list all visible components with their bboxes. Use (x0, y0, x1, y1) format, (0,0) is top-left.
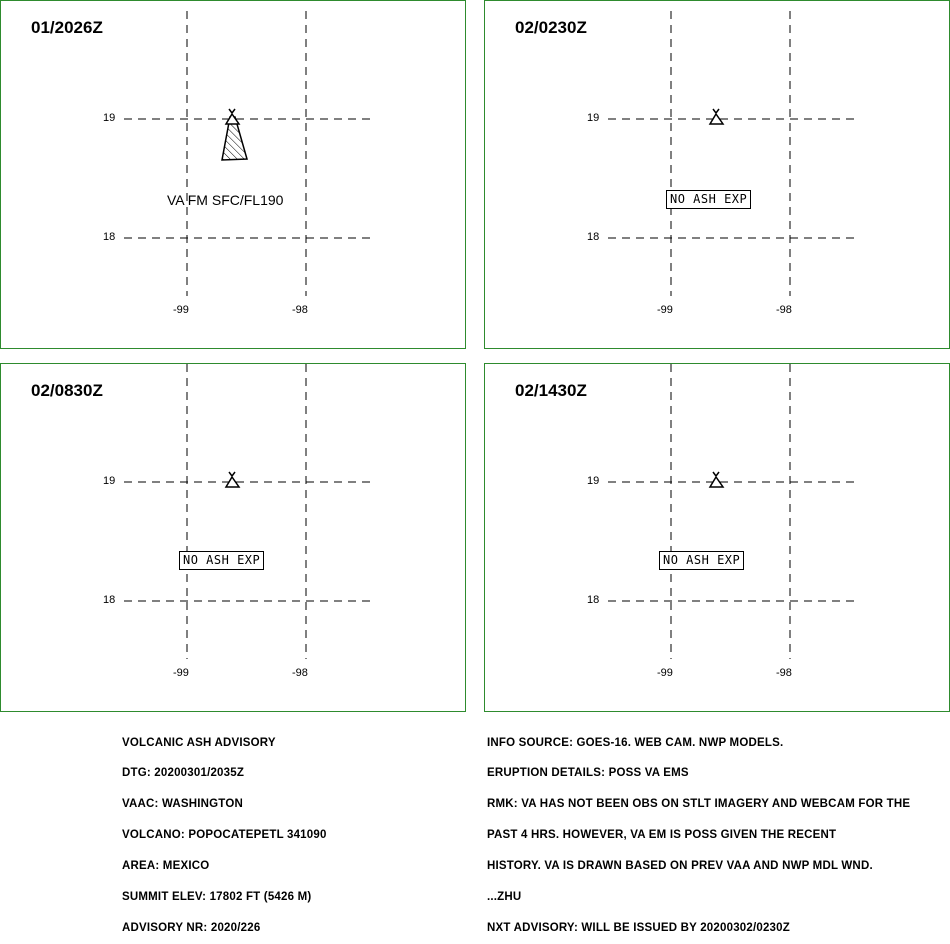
lon-label-98: -98 (776, 667, 792, 679)
lat-label-19: 19 (587, 475, 600, 487)
advisory-line: ...ZHU (487, 891, 522, 904)
lon-label-99: -99 (173, 667, 189, 679)
advisory-line: AREA: MEXICO (122, 860, 210, 873)
advisory-line: INFO SOURCE: GOES-16. WEB CAM. NWP MODELS. (487, 736, 784, 749)
lon-label-99: -99 (657, 667, 673, 679)
advisory-line: HISTORY. VA IS DRAWN BASED ON PREV VAA AND NWP MDL WND. (487, 860, 873, 873)
lon-label-99: -99 (173, 304, 189, 316)
no-ash-box: NO ASH EXP (666, 190, 751, 209)
advisory-line: PAST 4 HRS. HOWEVER, VA EM IS POSS GIVEN THE RECENT (487, 829, 837, 842)
lon-label-98: -98 (776, 304, 792, 316)
grid-svg-1 (1, 1, 467, 350)
panel-time: 01/2026Z (31, 18, 103, 37)
panel-time: 02/0830Z (31, 381, 103, 400)
grid-svg-4 (485, 364, 950, 713)
map-panel-3 (0, 363, 466, 712)
volcano-icon (710, 109, 723, 124)
lat-label-18: 18 (587, 231, 600, 243)
advisory-line: VOLCANIC ASH ADVISORY (122, 736, 276, 749)
lon-label-98: -98 (292, 667, 308, 679)
volcano-icon (226, 109, 239, 124)
lat-label-19: 19 (103, 112, 116, 124)
advisory-line: VOLCANO: POPOCATEPETL 341090 (122, 829, 327, 842)
advisory-remarks-block (487, 717, 910, 944)
lat-label-19: 19 (587, 112, 600, 124)
panel-time: 02/1430Z (515, 381, 587, 400)
advisory-header-block (122, 717, 327, 944)
advisory-line: RMK: VA HAS NOT BEEN OBS ON STLT IMAGERY AND WEBCAM FOR THE (487, 798, 911, 811)
panel-time: 02/0230Z (515, 18, 587, 37)
advisory-line: ADVISORY NR: 2020/226 (122, 921, 261, 934)
no-ash-box: NO ASH EXP (179, 551, 264, 570)
lat-label-19: 19 (103, 475, 116, 487)
no-ash-box: NO ASH EXP (659, 551, 744, 570)
advisory-line: ERUPTION DETAILS: POSS VA EMS (487, 767, 689, 780)
advisory-line: SUMMIT ELEV: 17802 FT (5426 M) (122, 891, 312, 904)
ash-height-label: VA FM SFC/FL190 (167, 192, 284, 208)
map-panel-1 (0, 0, 466, 349)
volcano-icon (710, 472, 723, 487)
lat-label-18: 18 (587, 594, 600, 606)
lat-label-18: 18 (103, 231, 116, 243)
map-panel-4 (484, 363, 950, 712)
advisory-line: VAAC: WASHINGTON (122, 798, 243, 811)
advisory-line: DTG: 20200301/2035Z (122, 767, 245, 780)
advisory-line: NXT ADVISORY: WILL BE ISSUED BY 20200302/0230Z (487, 921, 790, 934)
map-panel-2 (484, 0, 950, 349)
lon-label-99: -99 (657, 304, 673, 316)
volcano-icon (226, 472, 239, 487)
lat-label-18: 18 (103, 594, 116, 606)
grid-svg-2 (485, 1, 950, 350)
grid-svg-3 (1, 364, 467, 713)
lon-label-98: -98 (292, 304, 308, 316)
